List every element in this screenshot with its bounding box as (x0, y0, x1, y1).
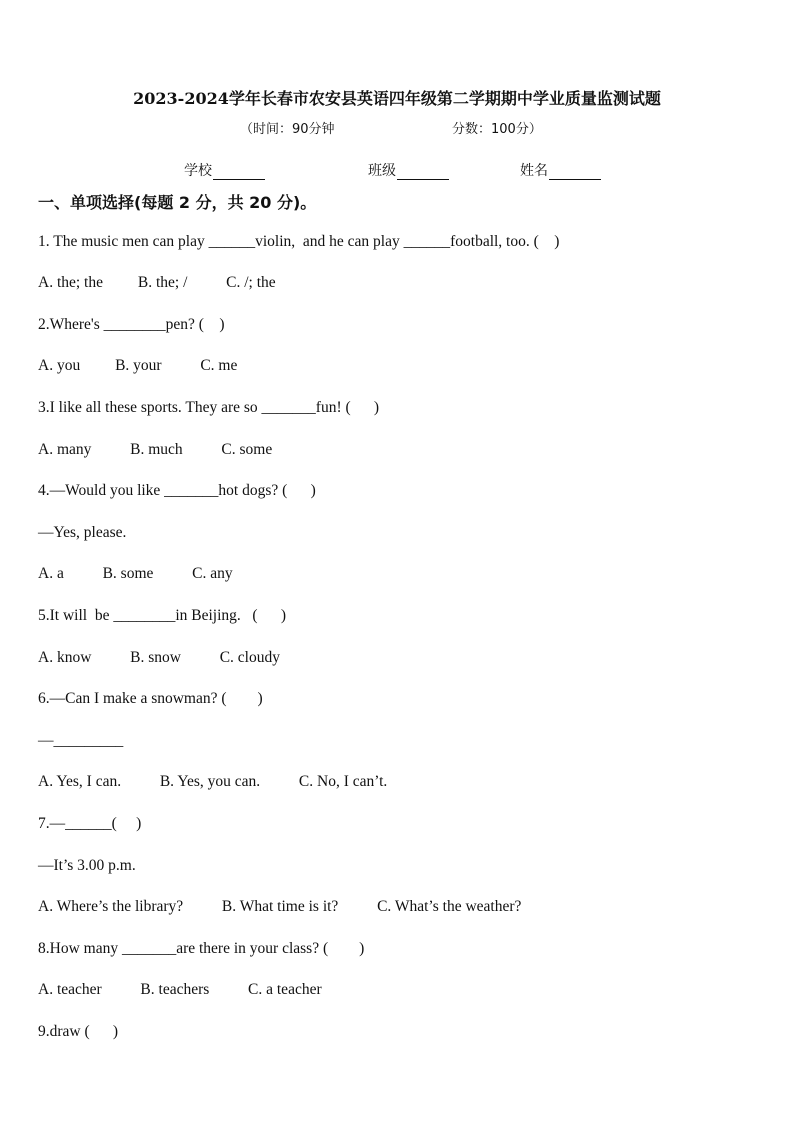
question-7-answer: —It’s 3.00 p.m. (38, 857, 136, 874)
question-9: 9.draw ( ) (38, 1023, 119, 1040)
question-5: 5.It will be ________in Beijing. ( ) (38, 607, 286, 624)
class-blank[interactable] (397, 165, 449, 180)
class-field (368, 160, 449, 180)
name-blank[interactable] (549, 165, 601, 180)
exam-time: （时间：90分钟 (240, 122, 335, 137)
school-blank[interactable] (213, 165, 265, 180)
question-4: 4.—Would you like _______hot dogs? ( ) (38, 482, 316, 499)
school-label: 学校 (184, 163, 212, 179)
question-4-options: A. a B. some C. any (38, 565, 233, 582)
exam-score: 分数：100分） (452, 122, 542, 137)
question-5-options: A. know B. snow C. cloudy (38, 649, 280, 666)
question-1: 1. The music men can play ______violin, and he can play ______football, too. ( ) (38, 233, 560, 250)
question-2: 2.Where's ________pen? ( ) (38, 316, 225, 333)
question-4-answer: —Yes, please. (38, 524, 127, 541)
class-label: 班级 (368, 163, 396, 179)
section-heading: 一、单项选择(每题 2 分，共 20 分)。 (38, 193, 317, 212)
question-8: 8.How many _______are there in your class? ( ) (38, 940, 365, 957)
question-2-options: A. you B. your C. me (38, 357, 238, 374)
question-7-options: A. Where’s the library? B. What time is it? C. What’s the weather? (38, 898, 522, 915)
name-field (520, 160, 601, 180)
question-3-options: A. many B. much C. some (38, 441, 273, 458)
school-field (184, 160, 265, 180)
question-7: 7.—______( ) (38, 815, 142, 832)
question-3: 3.I like all these sports. They are so _______fun! ( ) (38, 399, 380, 416)
question-1-options: A. the; the B. the; / C. /; the (38, 274, 276, 291)
question-6: 6.—Can I make a snowman? ( ) (38, 690, 263, 707)
question-6-answer: —_________ (38, 732, 124, 749)
name-label: 姓名 (520, 163, 548, 179)
question-8-options: A. teacher B. teachers C. a teacher (38, 981, 322, 998)
question-6-options: A. Yes, I can. B. Yes, you can. C. No, I can’t. (38, 773, 388, 790)
page-title: 2023-2024学年长春市农安县英语四年级第二学期期中学业质量监测试题 (133, 89, 661, 108)
